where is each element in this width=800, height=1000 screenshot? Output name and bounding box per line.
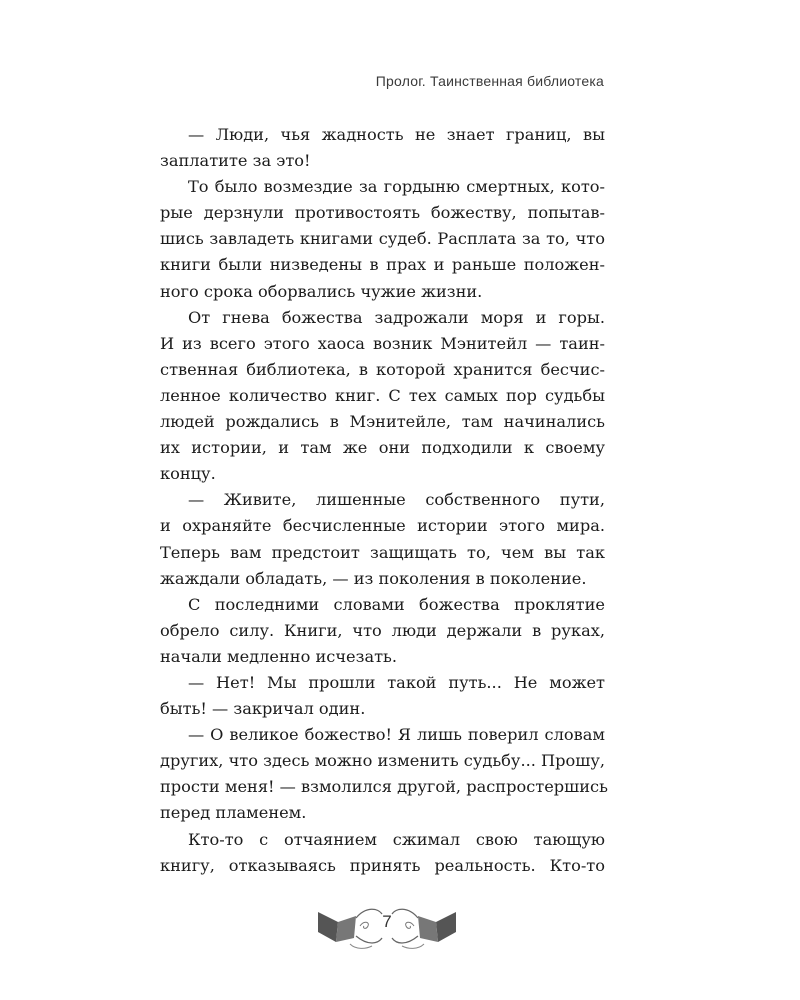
text-line: шись завладеть книгами судеб. Расплата за то, что — [160, 229, 605, 249]
text-line: обрело силу. Книги, что люди держали в руках, — [160, 620, 605, 640]
text-line: ного срока оборвались чужие жизни. — [160, 281, 483, 301]
text-line: — О великое божество! Я лишь поверил словам — [188, 725, 605, 745]
text-line: перед пламенем. — [160, 803, 307, 823]
page-footer-ornament — [316, 902, 458, 954]
text-line: людей рождались в Мэнитейле, там начинались — [160, 412, 605, 432]
text-line: других, что здесь можно изменить судьбу... Прошу, — [160, 751, 605, 771]
text-line: их истории, и там же они подходили к своему — [160, 438, 605, 458]
text-line: быть! — закричал один. — [160, 699, 366, 719]
text-line: От гнева божества задрожали моря и горы. — [188, 307, 605, 327]
text-line: книгу, отказываясь принять реальность. Кто-то — [160, 855, 605, 875]
text-line: заплатите за это! — [160, 151, 311, 171]
text-line: концу. — [160, 464, 216, 484]
page-number: 7 — [382, 912, 392, 931]
text-line: ственная библиотека, в которой хранится бесчис- — [160, 359, 605, 379]
text-line: То было возмездие за гордыню смертных, кото- — [188, 177, 605, 197]
text-line: Теперь вам предстоит защищать то, чем вы так — [160, 542, 605, 562]
text-line: прости меня! — взмолился другой, распростершись — [160, 777, 608, 797]
text-line: начали медленно исчезать. — [160, 646, 398, 666]
text-line: — Живите, лишенные собственного пути, — [188, 490, 605, 510]
text-line: — Нет! Мы прошли такой путь... Не может — [188, 672, 605, 692]
text-line: — Люди, чья жадность не знает границ, вы — [188, 125, 605, 144]
text-line: И из всего этого хаоса возник Мэнитейл — таин- — [160, 333, 605, 353]
text-line: и охраняйте бесчисленные истории этого мира. — [160, 516, 605, 536]
text-line: Кто-то с отчаянием сжимал свою тающую — [188, 829, 605, 849]
text-line: рые дерзнули противостоять божеству, попытав- — [160, 203, 605, 223]
running-head: Пролог. Таинственная библиотека — [375, 73, 604, 89]
text-line: книги были низведены в прах и раньше положен- — [160, 255, 605, 275]
text-line: ленное количество книг. С тех самых пор судьбы — [160, 385, 605, 405]
body-text — [160, 122, 608, 879]
text-line: С последними словами божества проклятие — [188, 594, 605, 614]
text-line: жаждали обладать, — из поколения в поколение. — [160, 568, 587, 588]
